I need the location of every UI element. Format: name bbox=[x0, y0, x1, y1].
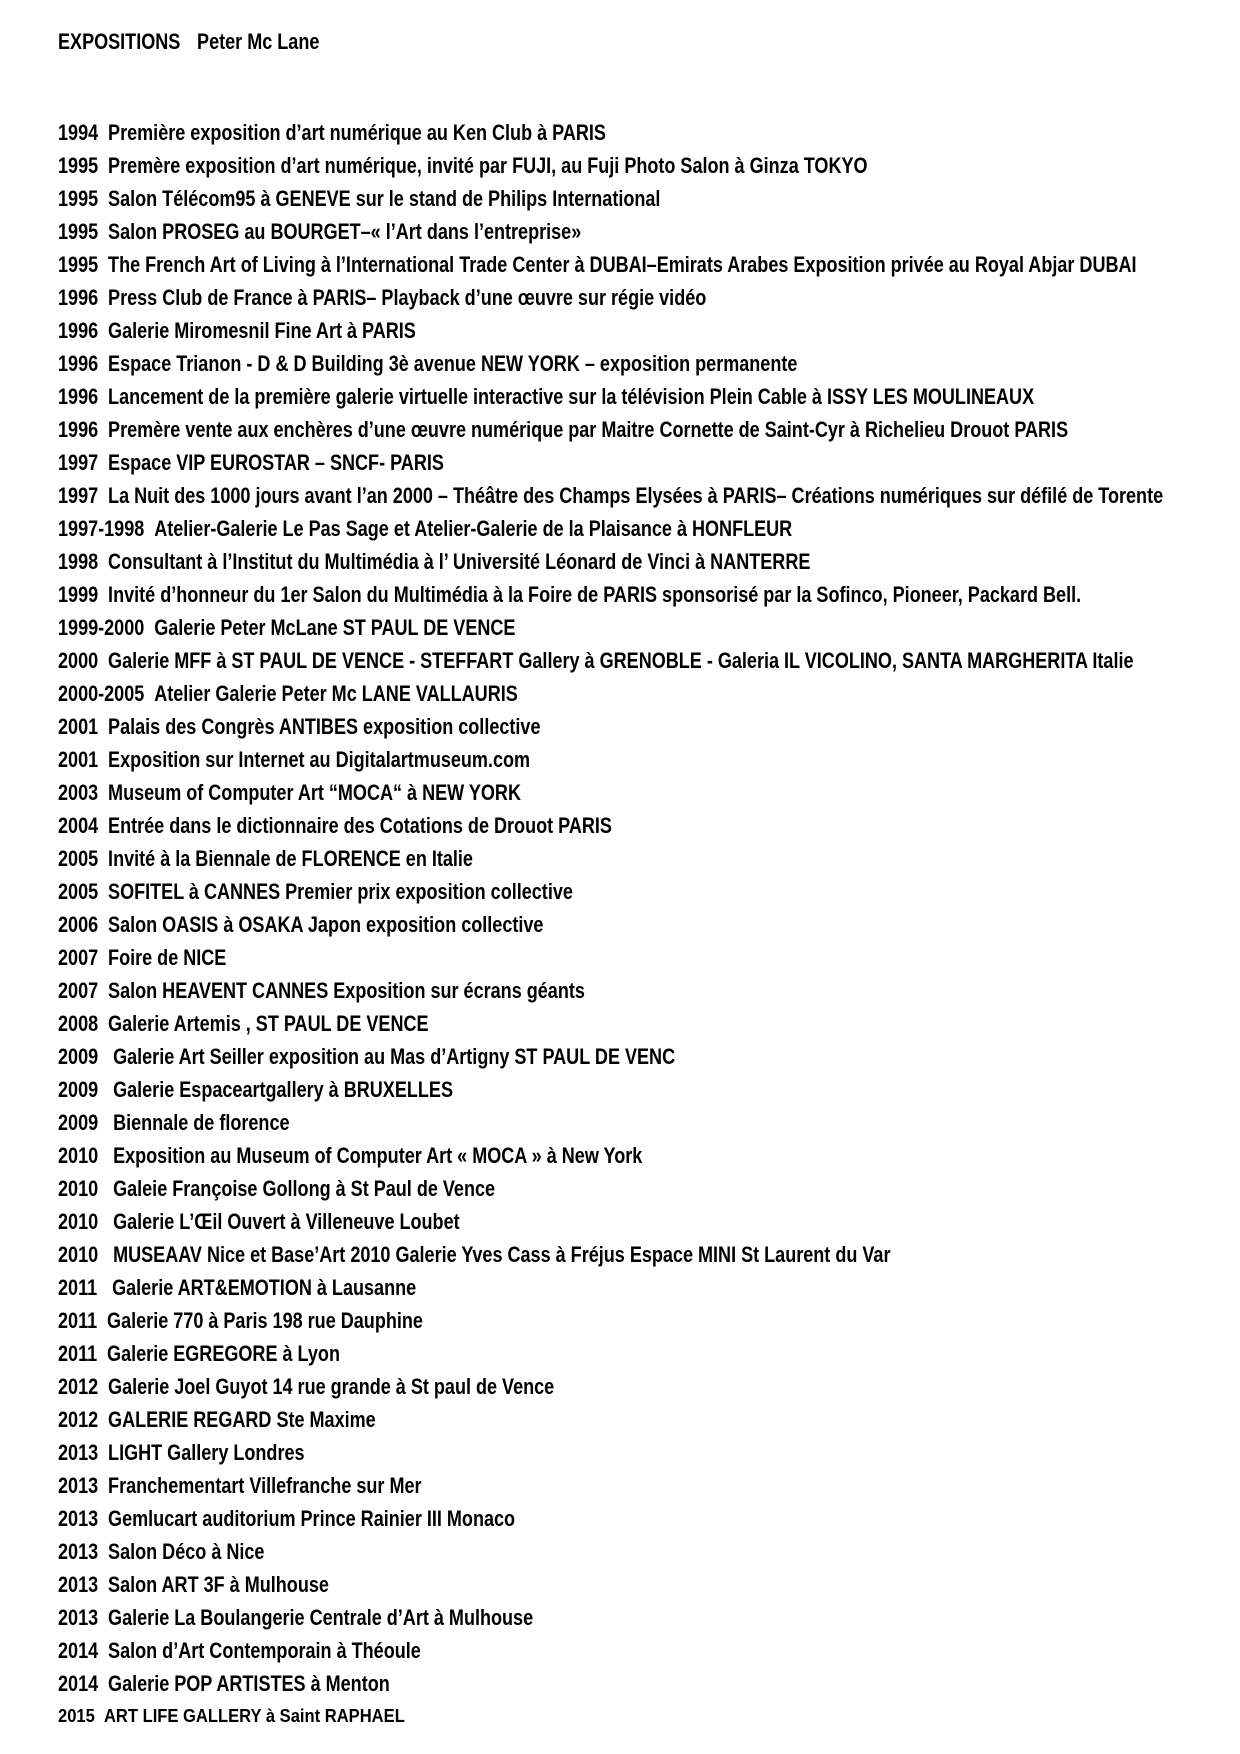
list-item bbox=[58, 1436, 1017, 1469]
list-item bbox=[58, 1667, 1017, 1700]
entry-year: 2010 bbox=[58, 1176, 99, 1201]
entry-text: Galerie Artemis , ST PAUL DE VENCE bbox=[108, 1011, 429, 1036]
entry-text: Galerie Peter McLane ST PAUL DE VENCE bbox=[154, 615, 516, 640]
entry-text: The French Art of Living à l’International Trade Center à DUBAI–Emirats Arabes Exposition privée au Royal Abjar DUBAI bbox=[108, 252, 1137, 277]
entry-text: Premère vente aux enchères d’une œuvre numérique par Maitre Cornette de Saint-Cyr à Richelieu Drouot PARIS bbox=[108, 417, 1069, 442]
entry-text: Galerie MFF à ST PAUL DE VENCE - STEFFART Gallery à GRENOBLE - Galeria IL VICOLINO, SANTA MARGHERITA Italie bbox=[108, 648, 1134, 673]
entry-year: 2013 bbox=[58, 1440, 99, 1465]
exhibition-list bbox=[58, 116, 1228, 1733]
list-item bbox=[58, 1634, 1017, 1667]
list-item bbox=[58, 1502, 1017, 1535]
entry-year: 1996 bbox=[58, 384, 99, 409]
list-item bbox=[58, 545, 1017, 578]
entry-year: 2013 bbox=[58, 1572, 99, 1597]
list-item bbox=[58, 281, 1017, 314]
entry-text: Lancement de la première galerie virtuelle interactive sur la télévision Plein Cable à ISSY LES MOULINEAUX bbox=[108, 384, 1035, 409]
list-item bbox=[58, 446, 1017, 479]
list-item bbox=[58, 1469, 1017, 1502]
list-item bbox=[58, 512, 1017, 545]
entry-text: Espace VIP EUROSTAR – SNCF- PARIS bbox=[108, 450, 444, 475]
list-item bbox=[58, 1172, 1017, 1205]
entry-text: Galerie Miromesnil Fine Art à PARIS bbox=[108, 318, 416, 343]
entry-text: SOFITEL à CANNES Premier prix exposition collective bbox=[108, 879, 573, 904]
entry-year: 1995 bbox=[58, 153, 99, 178]
entry-year: 2010 bbox=[58, 1143, 99, 1168]
list-item bbox=[58, 1238, 1017, 1271]
entry-year: 1995 bbox=[58, 219, 99, 244]
entry-year: 2013 bbox=[58, 1539, 99, 1564]
list-item bbox=[58, 479, 1164, 512]
entry-year: 2011 bbox=[58, 1341, 98, 1366]
entry-text: Press Club de France à PARIS– Playback d’une œuvre sur régie vidéo bbox=[108, 285, 707, 310]
list-item bbox=[58, 1040, 1017, 1073]
entry-year: 2004 bbox=[58, 813, 99, 838]
entry-text: Galerie Art Seiller exposition au Mas d’Artigny ST PAUL DE VENC bbox=[108, 1044, 676, 1069]
entry-year: 2003 bbox=[58, 780, 99, 805]
list-item bbox=[58, 1535, 1017, 1568]
entry-text: Atelier-Galerie Le Pas Sage et Atelier-Galerie de la Plaisance à HONFLEUR bbox=[154, 516, 793, 541]
list-item bbox=[58, 1205, 1017, 1238]
entry-year: 1999 bbox=[58, 582, 99, 607]
list-item bbox=[58, 908, 1017, 941]
artist-name: Peter Mc Lane bbox=[197, 29, 320, 54]
entry-text: Galerie La Boulangerie Centrale d’Art à Mulhouse bbox=[108, 1605, 534, 1630]
entry-text: Galerie L’Œil Ouvert à Villeneuve Loubet bbox=[108, 1209, 460, 1234]
entry-year: 2013 bbox=[58, 1605, 99, 1630]
entry-text: Museum of Computer Art “MOCA“ à NEW YORK bbox=[108, 780, 521, 805]
entry-year: 2014 bbox=[58, 1638, 99, 1663]
entry-year: 2013 bbox=[58, 1473, 99, 1498]
list-item bbox=[58, 644, 1134, 677]
entry-text: Salon Télécom95 à GENEVE sur le stand de Philips International bbox=[108, 186, 661, 211]
entry-year: 2011 bbox=[58, 1308, 98, 1333]
list-item bbox=[58, 1007, 1017, 1040]
entry-text: Exposition sur Internet au Digitalartmuseum.com bbox=[108, 747, 531, 772]
list-item bbox=[58, 380, 1035, 413]
list-item bbox=[58, 1271, 1017, 1304]
list-item bbox=[58, 347, 1017, 380]
list-item bbox=[58, 1568, 1017, 1601]
list-item bbox=[58, 842, 1017, 875]
list-item bbox=[58, 182, 1017, 215]
entry-year: 2010 bbox=[58, 1242, 99, 1267]
entry-year: 2009 bbox=[58, 1110, 99, 1135]
entry-text: GALERIE REGARD Ste Maxime bbox=[108, 1407, 376, 1432]
entry-text: Palais des Congrès ANTIBES exposition collective bbox=[108, 714, 541, 739]
entry-year: 2005 bbox=[58, 879, 99, 904]
entry-text: Foire de NICE bbox=[108, 945, 227, 970]
entry-year: 2000-2005 bbox=[58, 681, 145, 706]
list-item bbox=[58, 578, 1082, 611]
entry-year: 2015 bbox=[58, 1706, 95, 1726]
list-item bbox=[58, 1304, 1017, 1337]
entry-year: 2001 bbox=[58, 747, 99, 772]
entry-text: Galerie Joel Guyot 14 rue grande à St paul de Vence bbox=[108, 1374, 555, 1399]
entry-year: 2001 bbox=[58, 714, 99, 739]
list-item bbox=[58, 1106, 1017, 1139]
entry-year: 1998 bbox=[58, 549, 99, 574]
entry-text: Atelier Galerie Peter Mc LANE VALLAURIS bbox=[154, 681, 518, 706]
entry-year: 2009 bbox=[58, 1077, 99, 1102]
entry-text: Gemlucart auditorium Prince Rainier III Monaco bbox=[108, 1506, 516, 1531]
entry-text: Premère exposition d’art numérique, invité par FUJI, au Fuji Photo Salon à Ginza TOKYO bbox=[108, 153, 868, 178]
entry-year: 1999-2000 bbox=[58, 615, 145, 640]
entry-text: Salon Déco à Nice bbox=[108, 1539, 265, 1564]
entry-year: 2011 bbox=[58, 1275, 98, 1300]
list-item bbox=[58, 215, 1017, 248]
entry-text: Galerie ART&EMOTION à Lausanne bbox=[107, 1275, 417, 1300]
entry-year: 1996 bbox=[58, 285, 99, 310]
list-item bbox=[58, 677, 1017, 710]
list-item bbox=[58, 875, 1017, 908]
document-page bbox=[58, 26, 1228, 1733]
entry-year: 1997 bbox=[58, 483, 99, 508]
entry-year: 2012 bbox=[58, 1374, 99, 1399]
list-item bbox=[58, 710, 1017, 743]
entry-text: Entrée dans le dictionnaire des Cotations de Drouot PARIS bbox=[108, 813, 612, 838]
entry-text: Biennale de florence bbox=[108, 1110, 290, 1135]
entry-year: 2005 bbox=[58, 846, 99, 871]
entry-year: 2010 bbox=[58, 1209, 99, 1234]
list-item bbox=[58, 776, 1017, 809]
entry-year: 1995 bbox=[58, 186, 99, 211]
entry-year: 2008 bbox=[58, 1011, 99, 1036]
list-item bbox=[58, 809, 1017, 842]
entry-year: 2006 bbox=[58, 912, 99, 937]
entry-year: 1996 bbox=[58, 351, 99, 376]
entry-text: ART LIFE GALLERY à Saint RAPHAEL bbox=[103, 1706, 405, 1726]
list-item bbox=[58, 413, 1069, 446]
entry-year: 2009 bbox=[58, 1044, 99, 1069]
entry-text: Galerie 770 à Paris 198 rue Dauphine bbox=[107, 1308, 423, 1333]
entry-year: 2007 bbox=[58, 978, 99, 1003]
entry-year: 1995 bbox=[58, 252, 99, 277]
entry-text: Galerie POP ARTISTES à Menton bbox=[108, 1671, 390, 1696]
list-item bbox=[58, 1601, 1017, 1634]
list-item bbox=[58, 941, 1017, 974]
entry-year: 1994 bbox=[58, 120, 99, 145]
entry-text: Salon HEAVENT CANNES Exposition sur écrans géants bbox=[108, 978, 585, 1003]
document-title bbox=[58, 26, 1017, 58]
entry-text: Galerie EGREGORE à Lyon bbox=[107, 1341, 340, 1366]
list-item bbox=[58, 314, 1017, 347]
entry-text: Salon PROSEG au BOURGET–« l’Art dans l’entreprise» bbox=[108, 219, 582, 244]
entry-text: Première exposition d’art numérique au Ken Club à PARIS bbox=[108, 120, 606, 145]
entry-year: 2000 bbox=[58, 648, 99, 673]
entry-text: Salon OASIS à OSAKA Japon exposition collective bbox=[108, 912, 544, 937]
list-item bbox=[58, 611, 1017, 644]
entry-text: Salon d’Art Contemporain à Théoule bbox=[108, 1638, 421, 1663]
list-item bbox=[58, 248, 1137, 281]
list-item bbox=[58, 149, 1017, 182]
entry-year: 1996 bbox=[58, 318, 99, 343]
entry-text: Consultant à l’Institut du Multimédia à l’ Université Léonard de Vinci à NANTERRE bbox=[108, 549, 811, 574]
entry-year: 2012 bbox=[58, 1407, 99, 1432]
entry-text: Franchementart Villefranche sur Mer bbox=[108, 1473, 422, 1498]
list-item bbox=[58, 743, 1017, 776]
title-heading: EXPOSITIONS bbox=[58, 29, 181, 54]
entry-year: 2013 bbox=[58, 1506, 99, 1531]
list-item bbox=[58, 116, 1017, 149]
list-item bbox=[58, 1700, 1134, 1733]
entry-text: Invité d’honneur du 1er Salon du Multimédia à la Foire de PARIS sponsorisé par la Sofinco, Pioneer, Packard Bell. bbox=[108, 582, 1082, 607]
entry-year: 1996 bbox=[58, 417, 99, 442]
entry-text: La Nuit des 1000 jours avant l’an 2000 – Théâtre des Champs Elysées à PARIS– Créations numériques sur défilé de Torente bbox=[108, 483, 1164, 508]
entry-text: Exposition au Museum of Computer Art « MOCA » à New York bbox=[108, 1143, 643, 1168]
entry-year: 1997-1998 bbox=[58, 516, 145, 541]
entry-text: MUSEAAV Nice et Base’Art 2010 Galerie Yves Cass à Fréjus Espace MINI St Laurent du Var bbox=[108, 1242, 891, 1267]
entry-text: LIGHT Gallery Londres bbox=[108, 1440, 305, 1465]
entry-text: Galerie Espaceartgallery à BRUXELLES bbox=[108, 1077, 453, 1102]
list-item bbox=[58, 1370, 1017, 1403]
list-item bbox=[58, 974, 1017, 1007]
entry-text: Invité à la Biennale de FLORENCE en Italie bbox=[108, 846, 473, 871]
entry-text: Salon ART 3F à Mulhouse bbox=[108, 1572, 329, 1597]
list-item bbox=[58, 1073, 1017, 1106]
entry-year: 2014 bbox=[58, 1671, 99, 1696]
entry-year: 1997 bbox=[58, 450, 99, 475]
list-item bbox=[58, 1337, 1017, 1370]
list-item bbox=[58, 1139, 1017, 1172]
entry-text: Espace Trianon - D & D Building 3è avenue NEW YORK – exposition permanente bbox=[108, 351, 798, 376]
list-item bbox=[58, 1403, 1017, 1436]
entry-text: Galeie Françoise Gollong à St Paul de Vence bbox=[108, 1176, 496, 1201]
entry-year: 2007 bbox=[58, 945, 99, 970]
